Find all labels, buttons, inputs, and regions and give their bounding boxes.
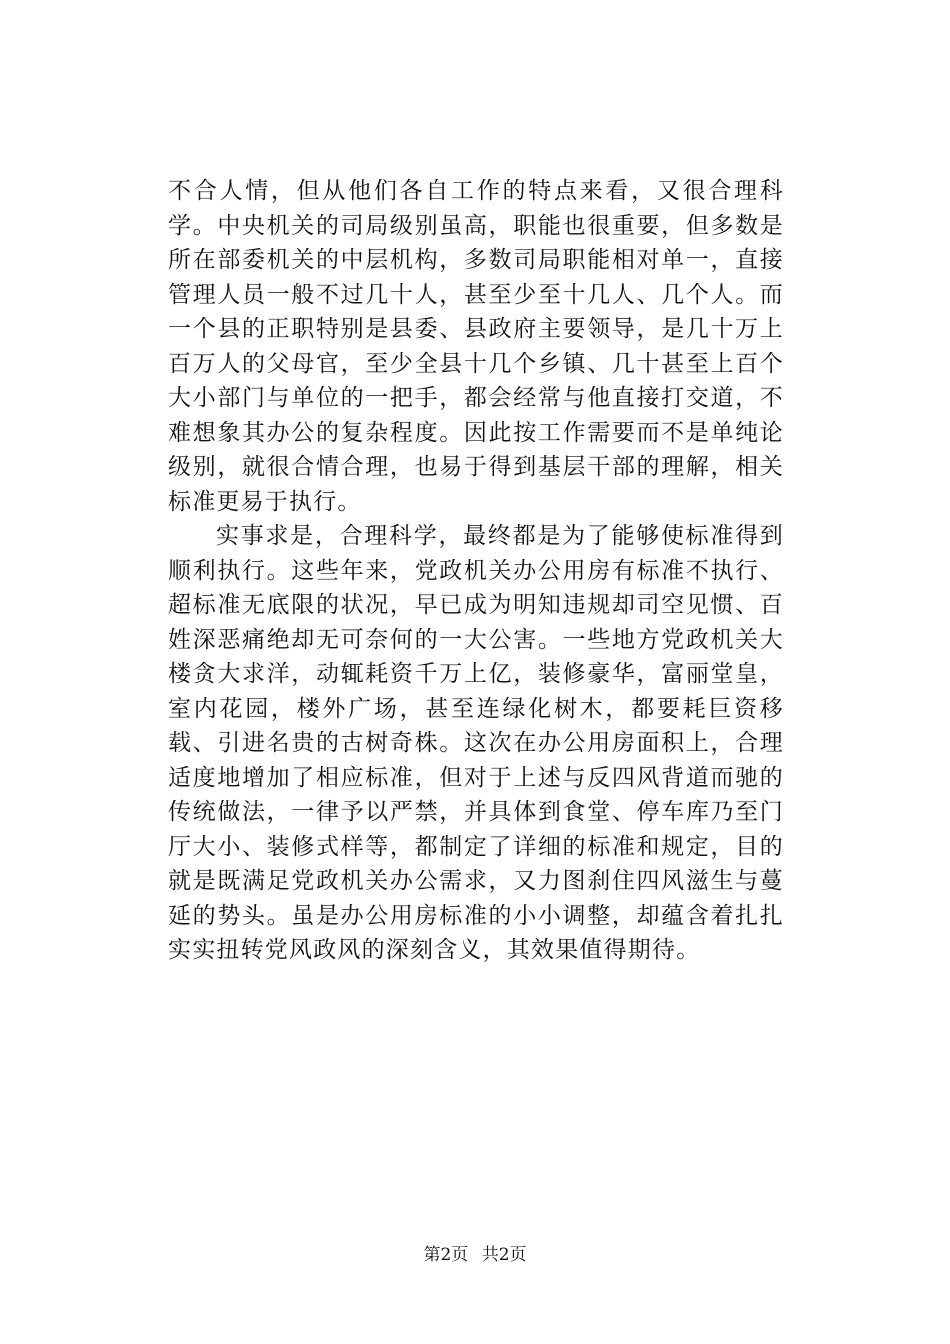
paragraph-shishiqiushi: 实事求是，合理科学，最终都是为了能够使标准得到顺利执行。这些年来，党政机关办公用房有标准不执行、超标准无底限的状况，早已成为明知违规却司空见惯、百姓深恶痛绝却无可奈何的一大公害。一些地方党政机关大楼贪大求洋，动辄耗资千万上亿，装修豪华，富丽堂皇，室内花园，楼外广场，甚至连绿化树木，都要耗巨资移载、引进名贵的古树奇株。这次在办公用房面积上，合理适度地增加了相应标准，但对于上述与反四风背道而驰的传统做法，一律予以严禁，并具体到食堂、停车库乃至门厅大小、装修式样等，都制定了详细的标准和规定，目的就是既满足党政机关办公需求，又力图刹住四风滋生与蔓延的势头。虽是办公用房标准的小小调整，却蕴含着扎扎实实扭转党风政风的深刻含义，其效果值得期待。 — [168, 523, 784, 963]
page-footer — [0, 1243, 950, 1267]
document-body — [168, 174, 784, 968]
paragraph-continuation: 不合人情，但从他们各自工作的特点来看，又很合理科学。中央机关的司局级别虽高，职能也很重要，但多数是所在部委机关的中层机构，多数司局职能相对单一，直接管理人员一般不过几十人，甚至少至十几人、几个人。而一个县的正职特别是县委、县政府主要领导，是几十万上百万人的父母官，至少全县十几个乡镇、几十甚至上百个大小部门与单位的一把手，都会经常与他直接打交道，不难想象其办公的复杂程度。因此按工作需要而不是单纯论级别，就很合情合理，也易于得到基层干部的理解，相关标准更易于执行。 — [168, 178, 784, 515]
page-number: 第2页 — [423, 1245, 469, 1265]
page-total: 共2页 — [481, 1245, 527, 1265]
